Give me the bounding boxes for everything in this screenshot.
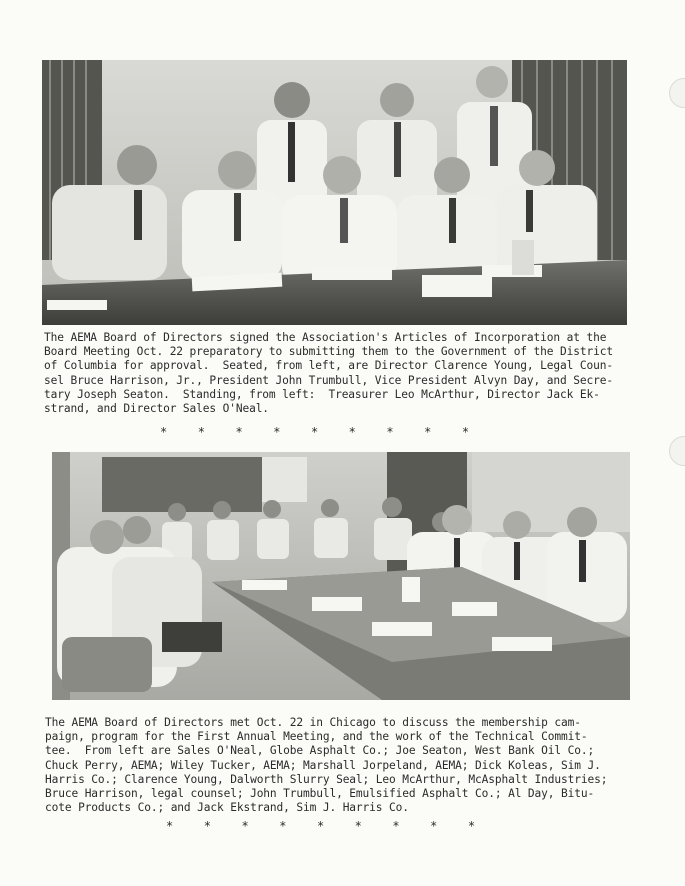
photo-caption: The AEMA Board of Directors signed the Association's Articles of Incorporation at the Board Meeting Oct. 22 preparatory to submitting them to the Government of the District of Columbia for approval. Seated, from left, are Director Clarence Young, Legal Coun- sel Bruce Harrison, Jr., President John Trumbull, Vice President Alvyn Day, and Secre- tary Joseph Seaton. Standing, from left: Treasurer Leo McArthur, Director Jack Ek- strand, and Director Sales O'Neal. xyxy=(44,331,613,416)
asterisk: * xyxy=(166,819,174,833)
punch-hole xyxy=(669,436,685,466)
asterisk: * xyxy=(273,425,281,439)
asterisk: * xyxy=(235,425,243,439)
section-separator xyxy=(160,425,469,439)
asterisk: * xyxy=(197,425,205,439)
asterisk: * xyxy=(348,425,356,439)
asterisk: * xyxy=(386,425,394,439)
asterisk: * xyxy=(316,819,325,833)
photo-caption: The AEMA Board of Directors met Oct. 22 in Chicago to discuss the membership cam- paign, program for the First Annual Meeting, and the work of the Technical Commit- tee. From left are Sales O'Neal, Globe Asphalt Co.; Joe Seaton, West Bank Oil Co.; Chuck Perry, AEMA; Wiley Tucker, AEMA; Marshall Jorpeland, AEMA; Dick Koleas, Sim J. Harris Co.; Clarence Young, Dalworth Slurry Seal; Leo McArthur, McAsphalt Industries; Bruce Harrison, legal counsel; John Trumbull, Emulsified Asphalt Co.; Al Day, Bitu- cote Products Co.; and Jack Ekstrand, Sim J. Harris Co. xyxy=(45,716,608,815)
asterisk: * xyxy=(354,819,362,833)
asterisk: * xyxy=(203,819,211,833)
section-separator xyxy=(166,819,475,833)
punch-hole xyxy=(669,78,685,108)
asterisk: * xyxy=(467,819,476,833)
asterisk: * xyxy=(461,425,470,439)
board-meeting-photo xyxy=(52,452,630,700)
asterisk: * xyxy=(392,819,400,833)
asterisk: * xyxy=(424,425,432,439)
asterisk: * xyxy=(241,819,249,833)
asterisk: * xyxy=(310,425,319,439)
board-signing-photo xyxy=(42,60,627,325)
asterisk: * xyxy=(279,819,287,833)
asterisk: * xyxy=(160,425,168,439)
asterisk: * xyxy=(430,819,438,833)
